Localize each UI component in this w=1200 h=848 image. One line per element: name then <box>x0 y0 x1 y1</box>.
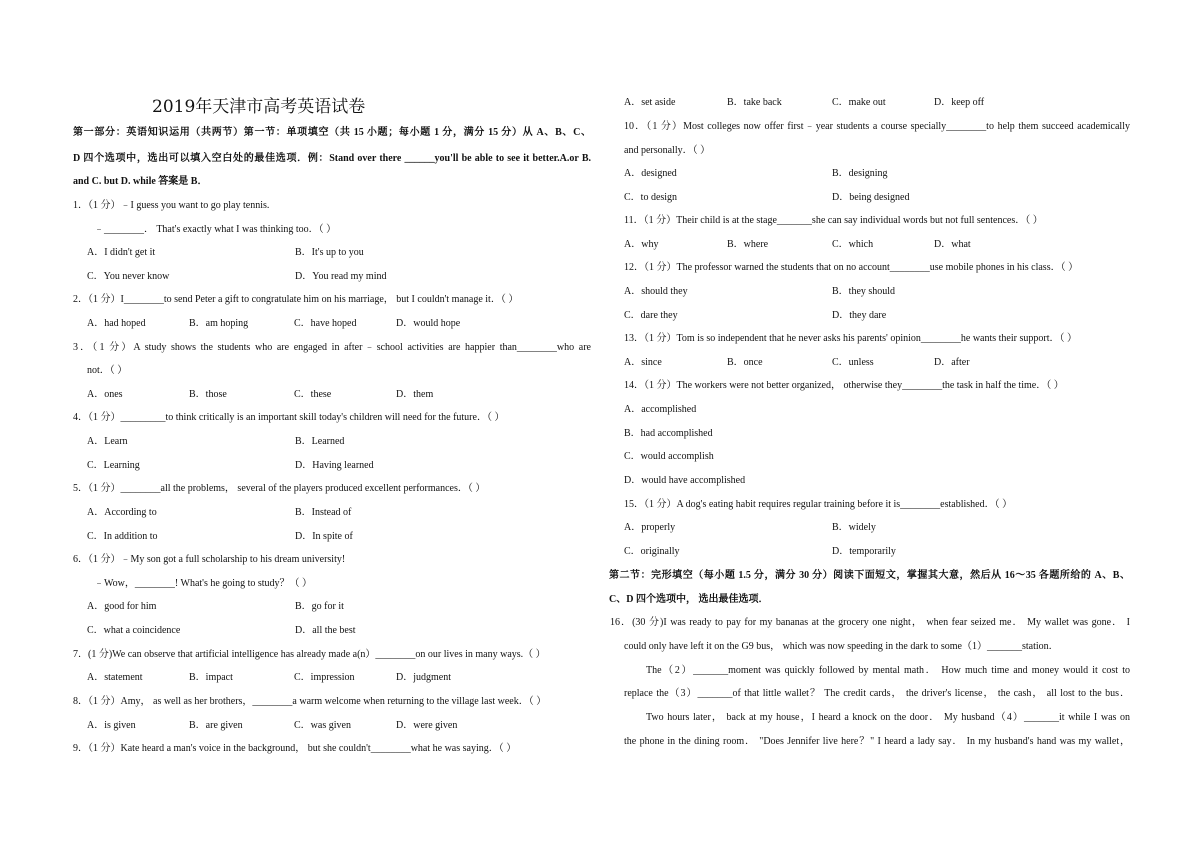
option[interactable]: C．have hoped <box>294 318 357 329</box>
question-12-options <box>624 286 1130 298</box>
question-6-stem: 6．（1 分）﹣My son got a full scholarship to his dream university! <box>73 554 346 565</box>
question-14-options <box>624 428 1130 440</box>
option[interactable]: B．impact <box>189 672 233 683</box>
page-title: 2019年天津市高考英语试卷 <box>152 97 366 117</box>
option[interactable]: B．Learned <box>295 436 345 447</box>
question-9-options <box>624 97 1130 109</box>
part1-instructions-line: D 四个选项中，选出可以填入空白处的最佳选项．例：Stand over there ______you'll be able to see it better.A.or B. <box>73 153 591 164</box>
option[interactable]: D．what <box>934 239 971 250</box>
option[interactable]: C．dare they <box>624 310 678 321</box>
question-5-options <box>87 507 591 519</box>
option[interactable]: C．to design <box>624 192 678 203</box>
option[interactable]: A．had hoped <box>87 318 146 329</box>
option[interactable]: C．make out <box>832 97 886 108</box>
option[interactable]: A．According to <box>87 507 157 518</box>
option[interactable]: B．take back <box>727 97 782 108</box>
option[interactable]: D．them <box>396 389 434 400</box>
option[interactable]: B．those <box>189 389 227 400</box>
question-6-options <box>87 601 591 613</box>
passage-line: the phone in the dining room． "Does Jennifer live here？" I heard a lady say． In my husband's hand was my wallet， <box>624 736 1130 747</box>
option[interactable]: D．temporarily <box>832 546 896 557</box>
question-4-options <box>87 436 591 448</box>
question-2-options <box>87 318 591 330</box>
option[interactable]: B．Instead of <box>295 507 352 518</box>
question-5-stem: 5．（1 分）________all the problems， several of the players produced excellent performances．（ ） <box>73 483 486 494</box>
option[interactable]: C．In addition to <box>87 531 158 542</box>
option[interactable]: B．where <box>727 239 769 250</box>
question-1-options <box>87 247 591 259</box>
question-3-stem: not．（ ） <box>87 365 128 376</box>
option[interactable]: C．would accomplish <box>624 451 714 462</box>
option[interactable]: D．were given <box>396 720 458 731</box>
question-5-options <box>87 531 591 543</box>
question-10-options <box>624 192 1130 204</box>
option[interactable]: B．go for it <box>295 601 344 612</box>
question-15-options <box>624 522 1130 534</box>
option[interactable]: C．these <box>294 389 332 400</box>
option[interactable]: D．would hope <box>396 318 461 329</box>
question-13-options <box>624 357 1130 369</box>
passage-line: replace the（3）_______of that little wallet？ The credit cards， the driver's license， the cash， all lost to the bus． <box>624 688 1130 699</box>
option[interactable]: A．properly <box>624 522 676 533</box>
option[interactable]: A．why <box>624 239 659 250</box>
option[interactable]: A．accomplished <box>624 404 697 415</box>
option[interactable]: B．designing <box>832 168 888 179</box>
option[interactable]: D．In spite of <box>295 531 353 542</box>
question-6-options <box>87 625 591 637</box>
option[interactable]: A．is given <box>87 720 136 731</box>
option[interactable]: C．You never know <box>87 271 170 282</box>
passage-line: could only have left it on the G9 bus， which was now speeding in the dark to some（1）_______station． <box>624 641 1059 652</box>
question-13-stem: 13．（1 分）Tom is so independent that he never asks his parents' opinion________he wants their support．（ ） <box>624 333 1077 344</box>
option[interactable]: D．after <box>934 357 970 368</box>
option[interactable]: D．keep off <box>934 97 985 108</box>
question-15-stem: 15．（1 分）A dog's eating habit requires regular training before it is________established．（ ） <box>624 499 1013 510</box>
question-9-stem: 9．（1 分）Kate heard a man's voice in the background， but she couldn't________what he was saying．（ ） <box>73 743 517 754</box>
part2-instructions-line: C、D 四个选项中， 选出最佳选项． <box>609 594 769 605</box>
question-10-options <box>624 168 1130 180</box>
option[interactable]: D．they dare <box>832 310 887 321</box>
option[interactable]: C．what a coincidence <box>87 625 181 636</box>
passage-line: 16．(30 分)I was ready to pay for my bananas at the grocery one night， when fear seized me． My wallet was gone． I <box>610 617 1130 628</box>
option[interactable]: B．are given <box>189 720 243 731</box>
question-15-options <box>624 546 1130 558</box>
option[interactable]: B．once <box>727 357 763 368</box>
question-11-options <box>624 239 1130 251</box>
question-12-stem: 12．（1 分）The professor warned the students that on no account________use mobile phones in his class．（ ） <box>624 262 1079 273</box>
question-14-options <box>624 451 1130 463</box>
option[interactable]: A．ones <box>87 389 123 400</box>
option[interactable]: C．which <box>832 239 874 250</box>
question-14-options <box>624 404 1130 416</box>
question-3-options <box>87 389 591 401</box>
question-6-stem: ﹣Wow，________! What's he going to study？（ ） <box>94 578 313 589</box>
passage-line: Two hours later， back at my house，I heard a knock on the door． My husband（4）_______it while I was on <box>646 712 1130 723</box>
question-1-stem: 1．（1 分）﹣I guess you want to go play tennis. <box>73 200 270 211</box>
option[interactable]: D．judgment <box>396 672 451 683</box>
question-12-options <box>624 310 1130 322</box>
question-11-stem: 11．（1 分）Their child is at the stage_______she can say individual words but not full sentences．（ ） <box>624 215 1043 226</box>
question-1-stem: ﹣________． That's exactly what I was thinking too．（ ） <box>94 224 337 235</box>
option[interactable]: A．statement <box>87 672 143 683</box>
option[interactable]: A．good for him <box>87 601 157 612</box>
question-4-stem: 4．（1 分）_________to think critically is an important skill today's children will need for the future．（ ） <box>73 412 505 423</box>
option[interactable]: A．since <box>624 357 662 368</box>
option[interactable]: D．would have accomplished <box>624 475 746 486</box>
option[interactable]: B．had accomplished <box>624 428 713 439</box>
question-7-options <box>87 672 591 684</box>
option[interactable]: B．they should <box>832 286 896 297</box>
part2-instructions-line: 第二节：完形填空（每小题 1.5 分，满分 30 分）阅读下面短文，掌握其大意，然后从 16～35 各题所给的 A、B、 <box>609 570 1130 581</box>
option[interactable]: C．originally <box>624 546 680 557</box>
option[interactable]: A．designed <box>624 168 677 179</box>
question-14-stem: 14．（1 分）The workers were not better organized， otherwise they________the task in half the time．（ ） <box>624 380 1064 391</box>
option[interactable]: C．unless <box>832 357 874 368</box>
question-1-options <box>87 271 591 283</box>
option[interactable]: C．impression <box>294 672 355 683</box>
option[interactable]: C．was given <box>294 720 351 731</box>
part1-instructions-line: 第一部分：英语知识运用（共两节）第一节：单项填空（共 15 小题；每小题 1 分，满分 15 分）从 A、B、C、 <box>73 127 591 138</box>
option[interactable]: B．am hoping <box>189 318 249 329</box>
option[interactable]: D．being designed <box>832 192 910 203</box>
option[interactable]: B．widely <box>832 522 876 533</box>
option[interactable]: D．You read my mind <box>295 271 387 282</box>
option[interactable]: C．Learning <box>87 460 140 471</box>
option[interactable]: A．should they <box>624 286 688 297</box>
option[interactable]: A．Learn <box>87 436 128 447</box>
question-10-stem: and personally．（ ） <box>624 145 711 156</box>
option[interactable]: B．It's up to you <box>295 247 364 258</box>
question-7-stem: 7．(1 分)We can observe that artificial intelligence has already made a(n）________on our lives in many ways.（ ） <box>73 649 546 660</box>
option[interactable]: A．set aside <box>624 97 676 108</box>
question-4-options <box>87 460 591 472</box>
passage-line: The（2）_______moment was quickly followed by mental math． How much time and money would it cost to <box>646 665 1130 676</box>
question-3-stem: 3．（1 分）A study shows the students who are engaged in after﹣school activities are happier than________who are <box>73 342 591 353</box>
question-14-options <box>624 475 1130 487</box>
question-8-stem: 8．（1 分）Amy， as well as her brothers，________a warm welcome when returning to the village last week．（ ） <box>73 696 547 707</box>
question-10-stem: 10．（1 分）Most colleges now offer first﹣year students a course specially________to help them succeed academically <box>624 121 1130 132</box>
part1-instructions-line: and C. but D. while 答案是 B． <box>73 176 208 187</box>
question-2-stem: 2．（1 分）I________to send Peter a gift to congratulate him on his marriage， but I couldn't manage it．（ ） <box>73 294 519 305</box>
option[interactable]: A．I didn't get it <box>87 247 156 258</box>
option[interactable]: D．Having learned <box>295 460 374 471</box>
question-8-options <box>87 720 591 732</box>
option[interactable]: D．all the best <box>295 625 356 636</box>
